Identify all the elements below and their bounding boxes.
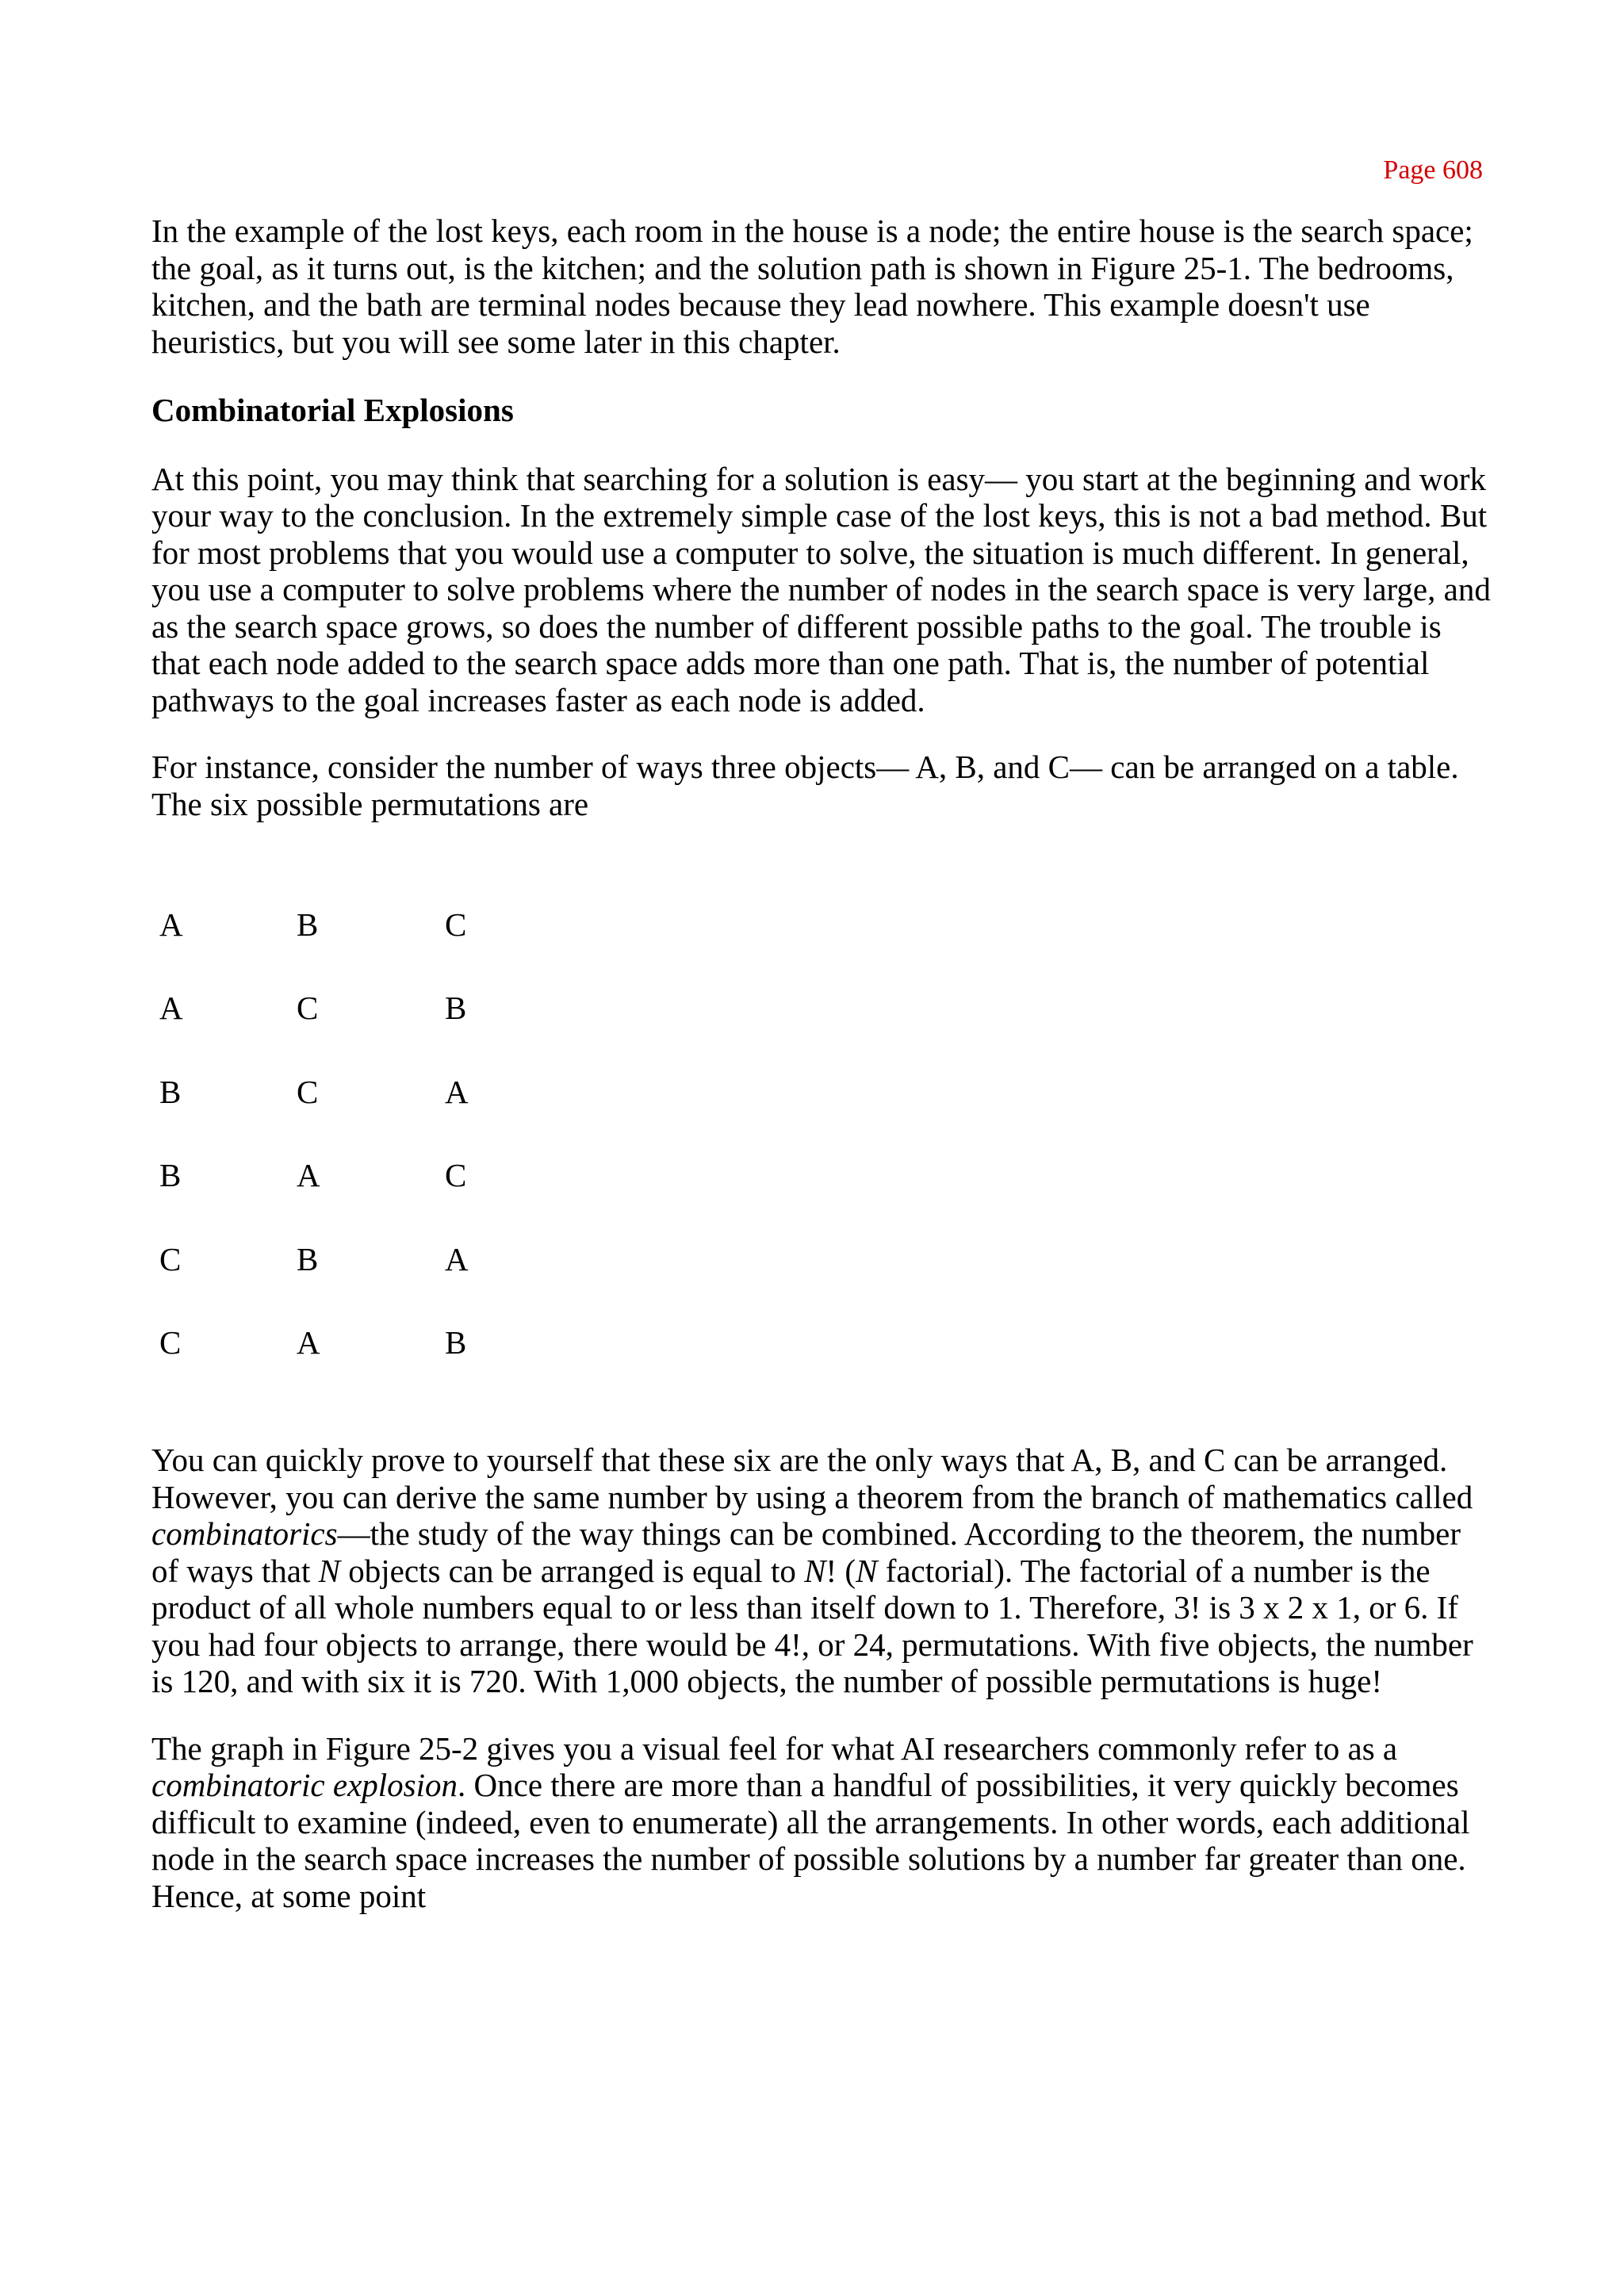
paragraph-search-intro: At this point, you may think that searching for a solution is easy— you start at the beginning and work your way to the conclusion. In the extremely simple case of the lost keys, this is not a bad method. But for most problems that you would use a computer to solve, the situation is much different. In general, you use a computer to solve problems where the number of nodes in the search space is very large, and as the search space grows, so does the number of different possible paths to the goal. The trouble is that each node added to the search space adds more than one path. That is, the number of potential pathways to the goal increases faster as each node is added. <box>151 460 1491 718</box>
table-cell: C <box>159 1240 182 1277</box>
text-run: You can quickly prove to yourself that these six are the only ways that A, B, and C can be arranged. However, you can derive the same number by using a theorem from the branch of mathematics called <box>151 1442 1473 1515</box>
table-cell: B <box>445 990 467 1026</box>
emphasis-n: N <box>804 1552 826 1589</box>
table-cell: C <box>445 906 467 943</box>
table-row <box>159 1301 492 1385</box>
text-run: The graph in Figure 25-2 gives you a visual feel for what AI researchers commonly refer to as a <box>151 1729 1398 1767</box>
table-cell: A <box>159 990 183 1026</box>
paragraph-permutations-intro: For instance, consider the number of ways three objects— A, B, and C— can be arranged on a table. The six possible permutations are <box>151 749 1459 822</box>
section-heading: Combinatorial Explosions <box>151 392 514 428</box>
table-cell: A <box>445 1073 469 1110</box>
paragraph-combinatorics <box>151 1442 1492 1700</box>
emphasis-n: N <box>318 1552 341 1589</box>
table-cell: A <box>297 1157 320 1193</box>
table-cell: B <box>297 1240 319 1277</box>
table-cell: B <box>297 906 319 943</box>
table-cell: C <box>297 990 319 1026</box>
table-cell: C <box>159 1324 182 1361</box>
table-row <box>159 883 492 967</box>
table-row <box>159 967 492 1051</box>
permutations-table <box>159 883 492 1384</box>
paragraph-lost-keys: In the example of the lost keys, each room in the house is a node; the entire house is the search space; the goal, as it turns out, is the kitchen; and the solution path is shown in Figure 25-1. The bedrooms, kitchen, and the bath are terminal nodes because they lead nowhere. This example doesn't use heuristics, but you will see some later in this chapter. <box>151 213 1473 360</box>
table-cell: A <box>159 906 183 943</box>
table-cell: B <box>159 1157 182 1193</box>
paragraph-combinatoric-explosion <box>151 1730 1492 1915</box>
table-cell: C <box>445 1157 467 1193</box>
emphasis-combinatorics: combinatorics <box>151 1515 338 1552</box>
emphasis-combinatoric-explosion: combinatoric explosion <box>151 1767 458 1803</box>
table-row <box>159 1217 492 1301</box>
text-run: . Once there are more than a handful of possibilities, it very quickly becomes difficult to examine (indeed, even to enumerate) all the arrangements. In other words, each additional node in the search space increases the number of possible solutions by a number far greater than one. Hence, at some point <box>151 1767 1470 1914</box>
text-run: —the study of the way things can be combined. According to the theorem, the number of ways that <box>151 1515 1461 1589</box>
text-run: objects can be arranged is equal to <box>340 1552 805 1589</box>
text-run: factorial). The factorial of a number is the product of all whole numbers equal to or less than itself down to 1. Therefore, 3! is 3 x 2 x 1, or 6. If you had four objects to arrange, there would be 4!, or 24, permutations. With five objects, the number is 120, and with six it is 720. With 1,000 objects, the number of possible permutations is huge! <box>151 1552 1473 1699</box>
table-row <box>159 1134 492 1218</box>
table-cell: B <box>159 1073 182 1110</box>
page-number: Page 608 <box>1383 155 1483 185</box>
table-cell: C <box>297 1073 319 1110</box>
table-cell: A <box>445 1240 469 1277</box>
table-cell: A <box>297 1324 320 1361</box>
table-row <box>159 1050 492 1134</box>
table-cell: B <box>445 1324 467 1361</box>
text-run: ! ( <box>825 1552 856 1589</box>
emphasis-n: N <box>856 1552 878 1589</box>
page-content <box>151 213 1492 1914</box>
